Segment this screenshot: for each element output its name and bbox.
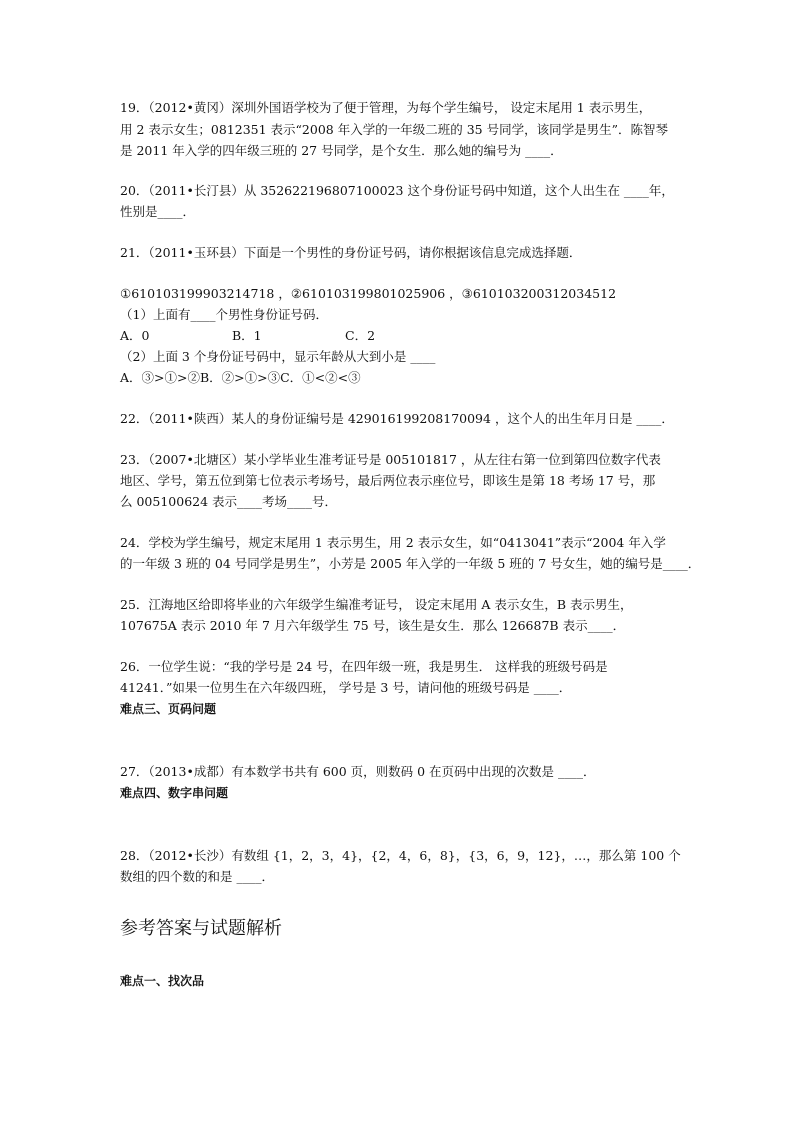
q23-line1: 23．（2007•北塘区）某小学毕业生准考证号是 005101817 ，从左往右第一位到第四位数字代表 <box>120 452 661 467</box>
q21-subquestion-2-options: A．③>①>②B．②>①>③C．①<②<③ <box>120 370 361 385</box>
q28-line2: 数组的四个数的和是 ____． <box>120 869 274 884</box>
q21-line1: 21．（2011•玉环县）下面是一个男性的身份证号码，请你根据该信息完成选择题． <box>120 245 582 260</box>
section-heading-page-numbers: 难点三、页码问题 <box>120 702 217 716</box>
q19-line2: 用 2 表示女生；0812351 表示“2008 年入学的一年级二班的 35 号同学，该同学是男生”．陈智琴 <box>120 122 668 137</box>
q20-line2: 性别是____． <box>120 204 196 219</box>
q26-line1: 26．一位学生说：“我的学号是 24 号，在四年级一班，我是男生． 这样我的班级号码是 <box>120 659 608 674</box>
q20-line1: 20．（2011•长汀县）从 352622196807100023 这个身份证号码中知道，这个人出生在 ____年， <box>120 183 674 198</box>
q21-option-c: C．2 <box>345 328 376 343</box>
q21-subquestion-1: （1）上面有____个男性身份证号码． <box>120 307 328 322</box>
q23-line2: 地区、学号，第五位到第七位表示考场号，最后两位表示座位号，即该生是第 18 考场 17 号，那 <box>120 473 656 488</box>
q24-line2: 的一年级 3 班的 04 号同学是男生”，小芳是 2005 年入学的一年级 5 班的 7 号女生，她的编号是____． <box>120 556 701 571</box>
answers-title: 参考答案与试题解析 <box>120 918 282 939</box>
q22-line1: 22．（2011•陕西）某人的身份证编号是 429016199208170094 ，这个人的出生年月日是 ____． <box>120 411 674 426</box>
q21-id-numbers: ①610103199903214718 ，②610103199801025906 ，③610103200312034512 <box>120 286 617 301</box>
q23-line3: 么 005100624 表示____考场____号． <box>120 494 338 509</box>
q26-line2: 41241．”如果一位男生在六年级四班， 学号是 3 号，请问他的班级号码是 ____． <box>120 680 572 695</box>
q27-line1: 27．（2013•成都）有本数学书共有 600 页，则数码 0 在页码中出现的次数是 ____． <box>120 764 596 779</box>
q21-option-a: A．0 <box>120 328 150 343</box>
q21-subquestion-2: （2）上面 3 个身份证号码中，显示年龄从大到小是 ____ <box>120 349 436 364</box>
q19-line3: 是 2011 年入学的四年级三班的 27 号同学，是个女生．那么她的编号为 ____． <box>120 143 563 158</box>
q28-line1: 28．（2012•长沙）有数组 {1，2，3，4}，{2，4，6，8}，{3，6，9，12}，…，那么第 100 个 <box>120 848 681 863</box>
q25-line1: 25．江海地区给即将毕业的六年级学生编准考证号， 设定末尾用 A 表示女生，B 表示男生， <box>120 597 633 612</box>
section-heading-digit-strings: 难点四、数字串问题 <box>120 786 229 800</box>
q19-line1: 19．（2012•黄冈）深圳外国语学校为了便于管理，为每个学生编号， 设定末尾用 1 表示男生， <box>120 100 652 115</box>
q21-option-b: B．1 <box>232 328 262 343</box>
q24-line1: 24．学校为学生编号，规定末尾用 1 表示男生，用 2 表示女生，如“0413041”表示“2004 年入学 <box>120 535 666 550</box>
q25-line2: 107675A 表示 2010 年 7 月六年级学生 75 号，该生是女生．那么 126687B 表示____． <box>120 618 626 633</box>
section-heading-defective-items: 难点一、找次品 <box>120 974 205 988</box>
